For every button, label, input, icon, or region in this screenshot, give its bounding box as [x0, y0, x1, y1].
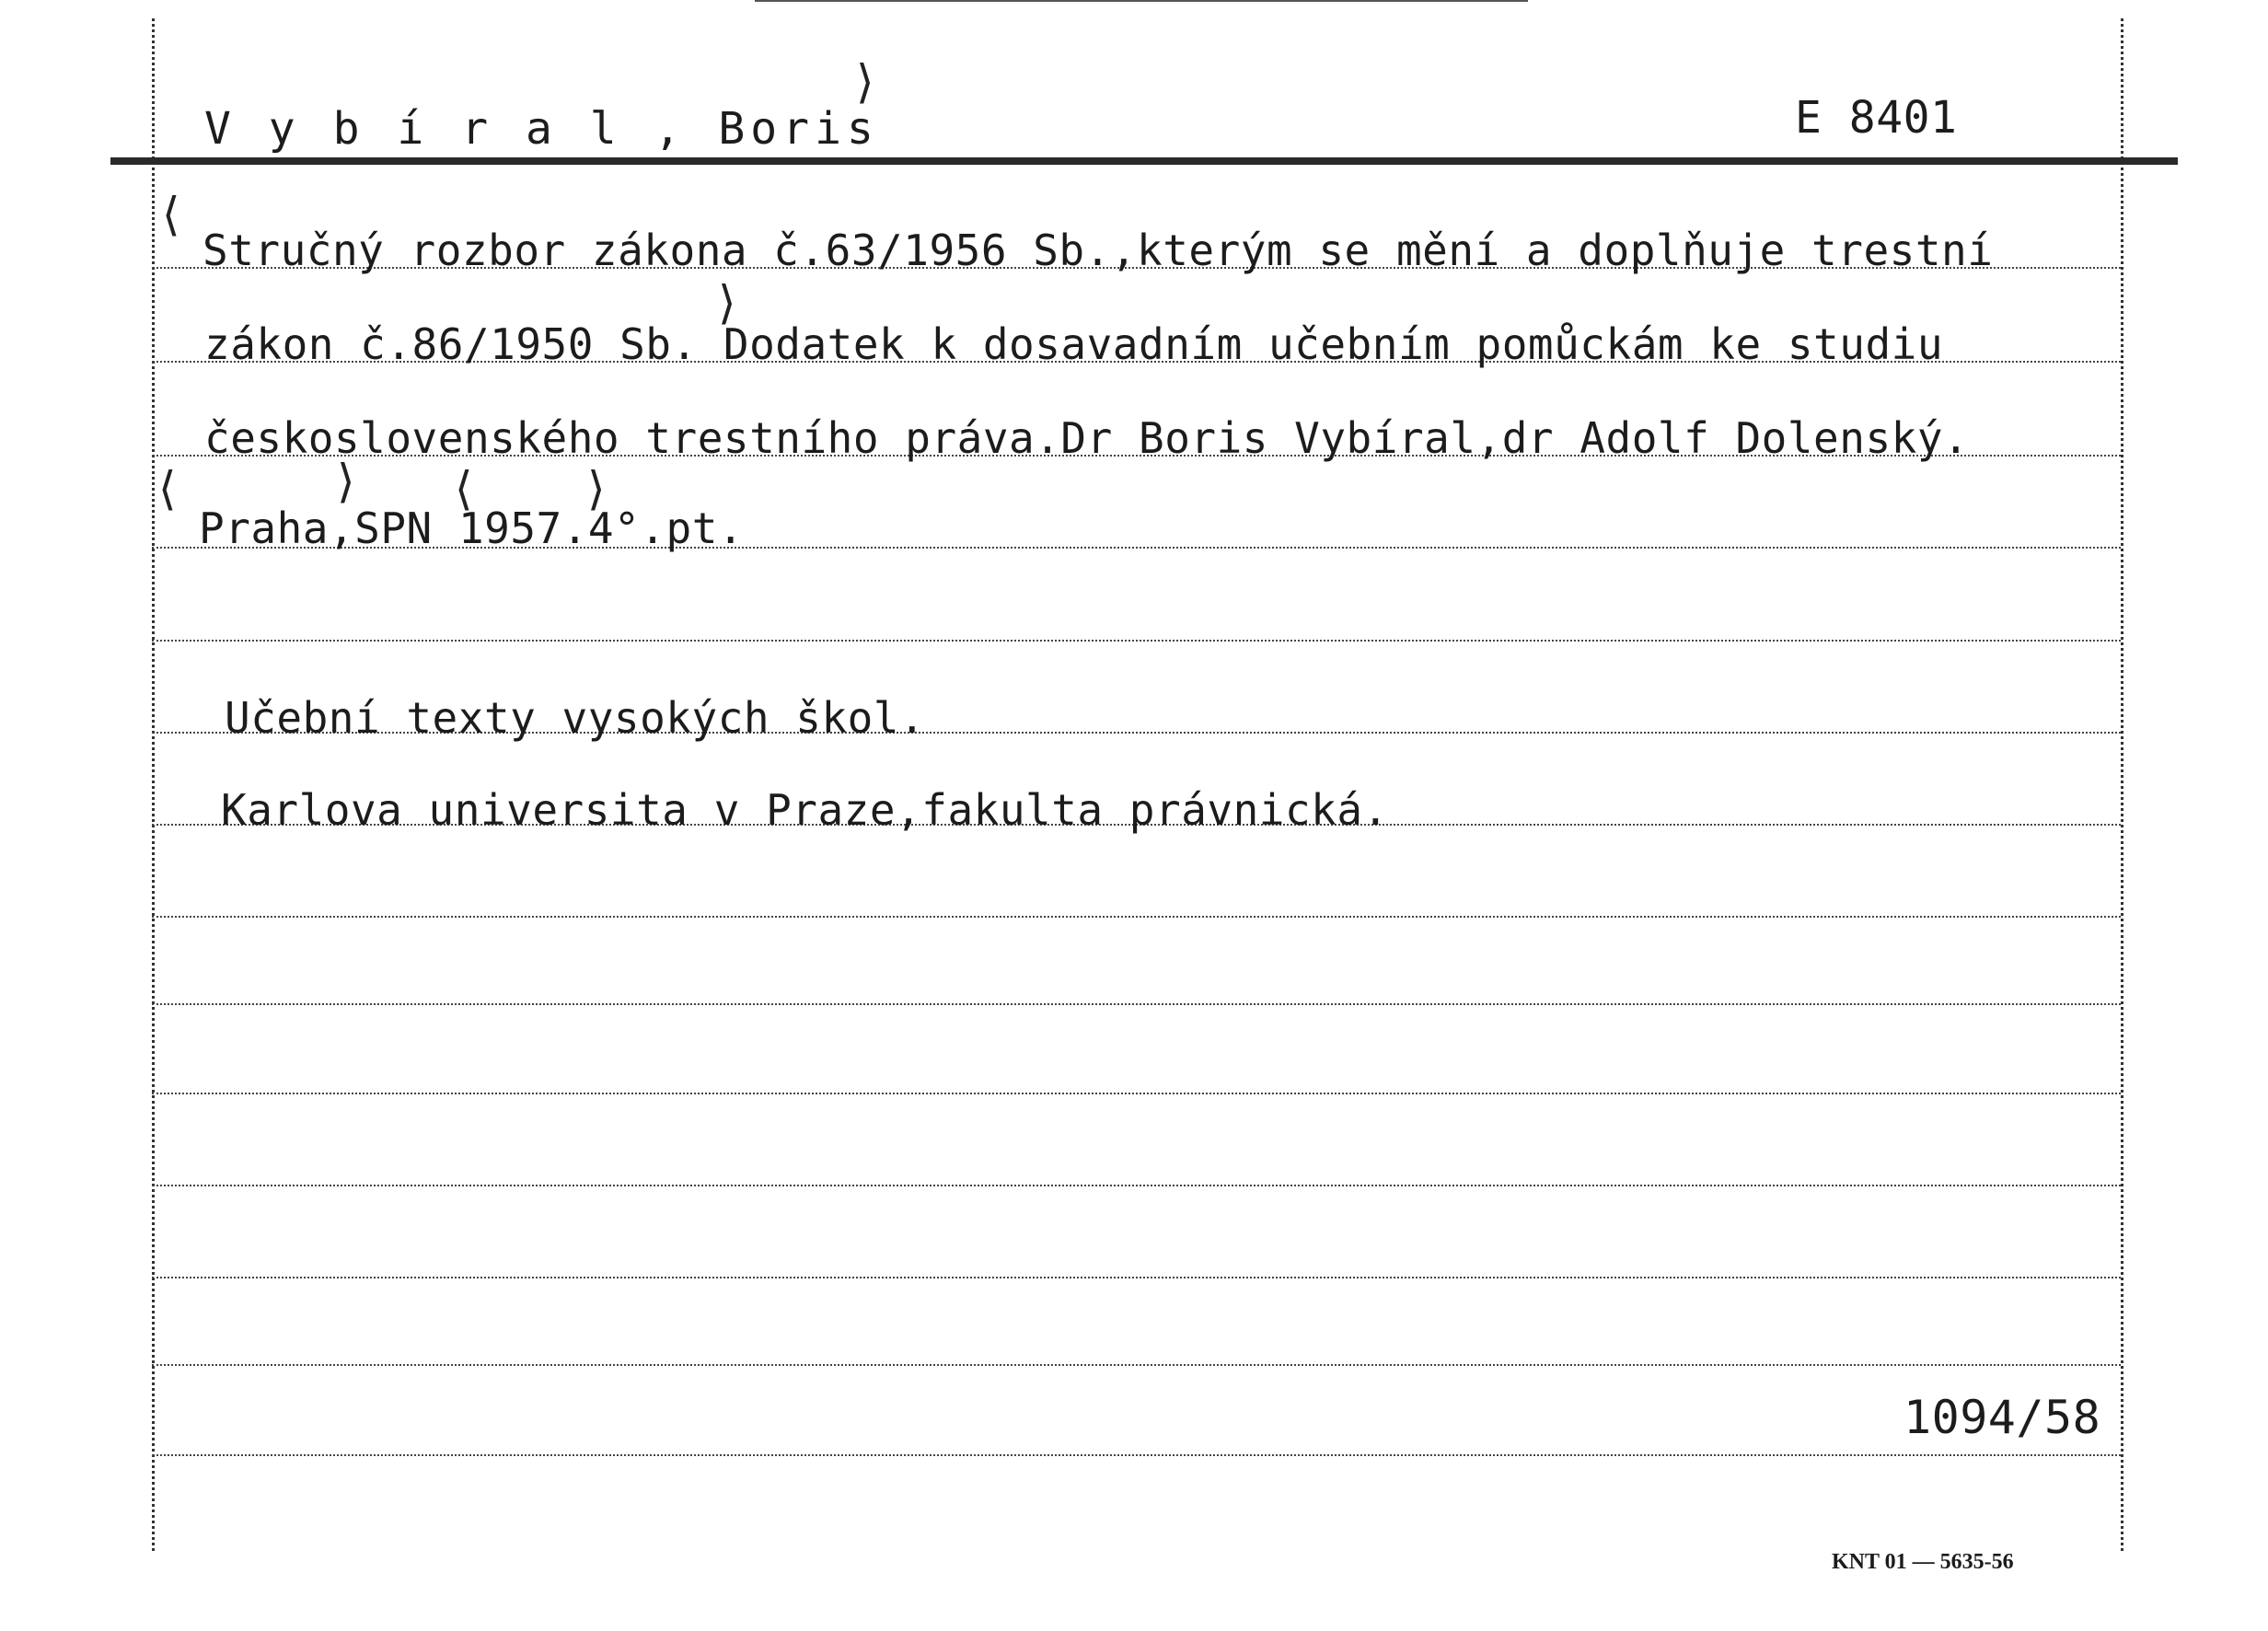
imprint-line: Praha,SPN 1957.4°.pt.	[199, 503, 745, 553]
right-border	[2121, 18, 2123, 1551]
open-bracket-mark: ⟨	[158, 462, 177, 515]
close-bracket-mark: ⟩	[337, 455, 355, 508]
left-border	[152, 18, 155, 1551]
open-bracket-mark: ⟨	[162, 188, 180, 241]
ruled-line	[152, 1364, 2121, 1366]
series-note: Učební texty vysokých škol.	[225, 693, 926, 743]
institution-note: Karlova universita v Praze,fakulta právnická.	[221, 785, 1389, 835]
close-bracket-mark: ⟩	[587, 462, 606, 515]
entry-line-2: zákon č.86/1950 Sb. Dodatek k dosavadním učebním pomůckám ke studiu	[204, 319, 1944, 369]
ruled-line	[152, 1003, 2121, 1005]
ruled-line	[152, 1454, 2121, 1456]
ruled-line	[152, 1185, 2121, 1186]
heading-rule	[110, 157, 2178, 165]
close-bracket-mark: ⟩	[718, 276, 736, 330]
ruled-line	[152, 1093, 2121, 1094]
call-number: E 8401	[1795, 92, 1958, 144]
entry-line-3: československého trestního práva.Dr Boris Vybíral,dr Adolf Dolenský.	[204, 413, 1970, 463]
accession-number: 1094/58	[1904, 1391, 2101, 1444]
open-bracket-mark: ⟨	[455, 462, 473, 515]
ruled-line	[152, 916, 2121, 918]
top-edge-rule	[755, 0, 1528, 2]
card-print-code: KNT 01 — 5635-56	[1832, 1550, 2014, 1574]
ruled-line	[152, 1277, 2121, 1278]
entry-line-1: Stručný rozbor zákona č.63/1956 Sb.,kterým se mění a doplňuje trestní	[202, 226, 1994, 275]
ruled-line	[152, 640, 2121, 642]
author-heading: V y b í r a l , Boris	[204, 103, 879, 155]
close-bracket-mark: ⟩	[856, 55, 874, 109]
